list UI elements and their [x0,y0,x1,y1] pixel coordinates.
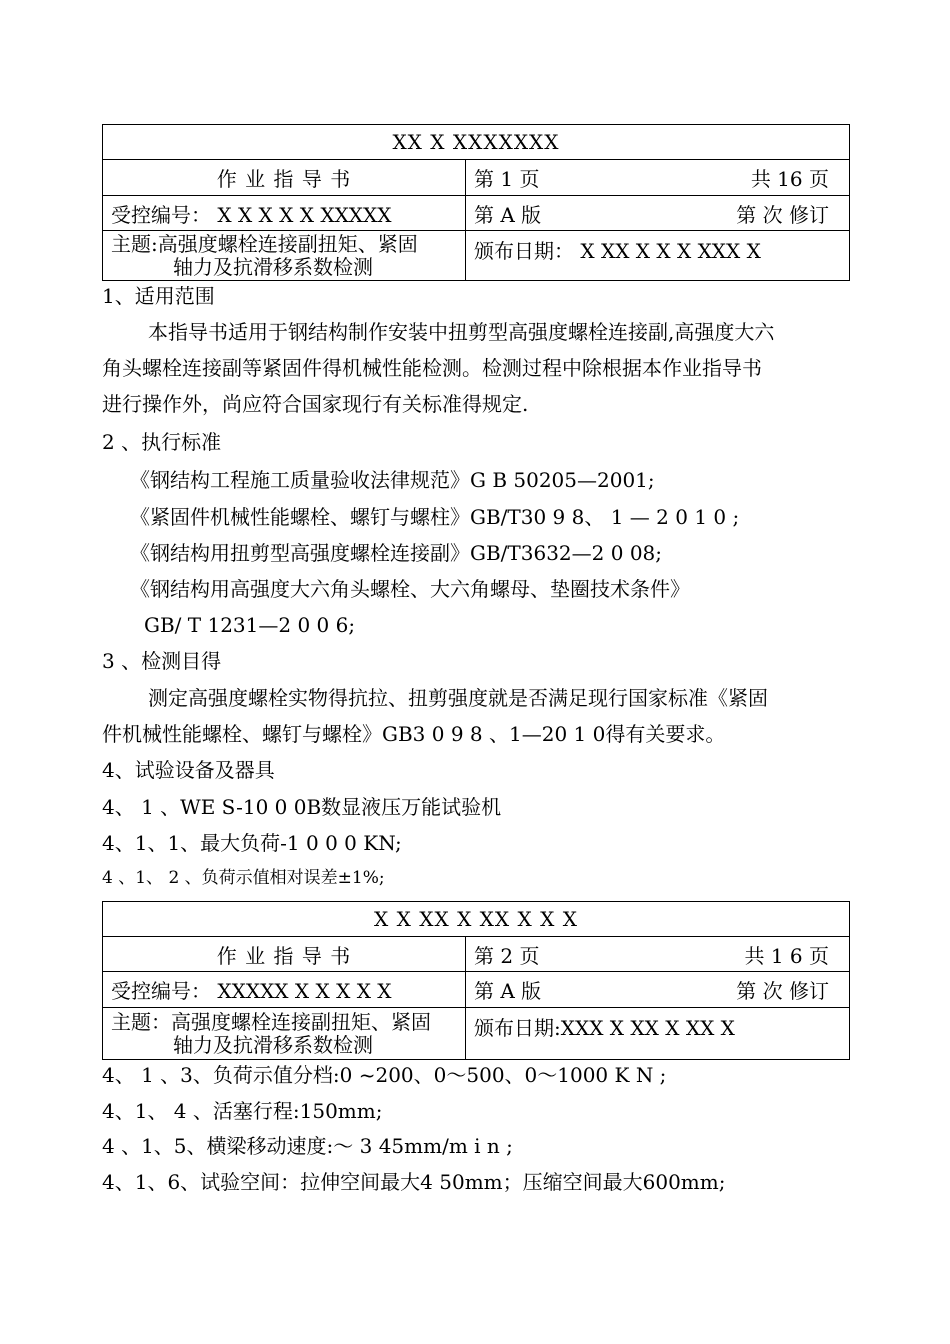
document-header-table [102,124,850,281]
subsection-line: 4 、1、 2 、负荷示值相对误差±1%; [102,868,385,888]
revision: 第 次 修订 [736,979,829,1003]
subject-cell [103,1008,466,1060]
header-title: XX X XXXXXXX [103,125,850,160]
subsection-line: 4、1、1、最大负荷-1 0 0 0 KN; [102,831,402,855]
reference-standard: 《紧固件机械性能螺栓、螺钉与螺柱》GB/T30 9 8、 1 — 2 0 1 0 ; [130,505,740,529]
page-number: 第 2 页 [474,943,540,968]
issue-date: 颁布日期:XXX X XX X XX X [466,1008,850,1060]
subject-cell [103,231,466,281]
document-name: 作 业 指 导 书 [103,160,466,196]
section-4-heading: 4、试验设备及器具 [102,758,275,782]
issue-date: 颁布日期： X XX X X X XXX X [466,231,850,281]
edition-cell [466,196,850,231]
subsection-line: 4、 1 、3、负荷示值分档:0 ~200、0～500、0～1000 K N ; [102,1063,667,1087]
section-1-heading: 1、适用范围 [102,284,215,308]
page-total: 共 16 页 [750,167,829,191]
subject-line-2: 轴力及抗滑移系数检测 [173,1032,373,1057]
page-total: 共 1 6 页 [744,943,829,968]
header-title: X X XX X XX X X X [103,902,850,937]
edition: 第 A 版 [474,979,542,1003]
subject-line-1: 主题:高强度螺栓连接副扭矩、紧固 [111,231,418,256]
document-name: 作 业 指 导 书 [103,937,466,972]
subsection-line: 4、1、 4 、活塞行程:150mm; [102,1099,383,1123]
page-info-cell [466,160,850,196]
control-number: 受控编号： XXXXX X X X X X [103,972,466,1008]
control-number: 受控编号： X X X X X XXXXX [103,196,466,231]
revision: 第 次 修订 [736,202,829,227]
edition-cell [466,972,850,1008]
section-3-heading: 3 、检测目得 [102,649,222,673]
reference-standard: 《钢结构用扭剪型高强度螺栓连接副》GB/T3632—2 0 08; [130,541,663,565]
subject-line-2: 轴力及抗滑移系数检测 [173,254,373,279]
section-2-heading: 2 、执行标准 [102,430,222,454]
subsection-line: 4、1、6、试验空间：拉伸空间最大4 50mm；压缩空间最大600mm; [102,1170,726,1194]
paragraph-line: 测定高强度螺栓实物得抗拉、扭剪强度就是否满足现行国家标准《紧固 [148,686,768,710]
page-number: 第 1 页 [474,167,540,191]
paragraph-line: 本指导书适用于钢结构制作安装中扭剪型高强度螺栓连接副,高强度大六 [148,320,775,344]
subsection-line: 4 、1、5、横梁移动速度:～ 3 45mm/m i n ; [102,1134,513,1158]
paragraph-line: 进行操作外，尚应符合国家现行有关标准得规定. [102,392,529,416]
page-info-cell [466,937,850,972]
reference-standard-code: GB/ T 1231—2 0 0 6; [144,613,356,637]
paragraph-line: 件机械性能螺栓、螺钉与螺栓》GB3 0 9 8 、1—20 1 0得有关要求。 [102,722,726,746]
edition: 第 A 版 [474,202,542,227]
document-header-table [102,901,850,1060]
reference-standard: 《钢结构工程施工质量验收法律规范》G B 50205—2001; [130,468,655,492]
subject-line-1: 主题：高强度螺栓连接副扭矩、紧固 [111,1009,431,1034]
paragraph-line: 角头螺栓连接副等紧固件得机械性能检测。检测过程中除根据本作业指导书 [102,356,762,380]
subsection-line: 4、 1 、WE S-10 0 0B数显液压万能试验机 [102,795,502,819]
reference-standard: 《钢结构用高强度大六角头螺栓、大六角螺母、垫圈技术条件》 [130,577,690,601]
